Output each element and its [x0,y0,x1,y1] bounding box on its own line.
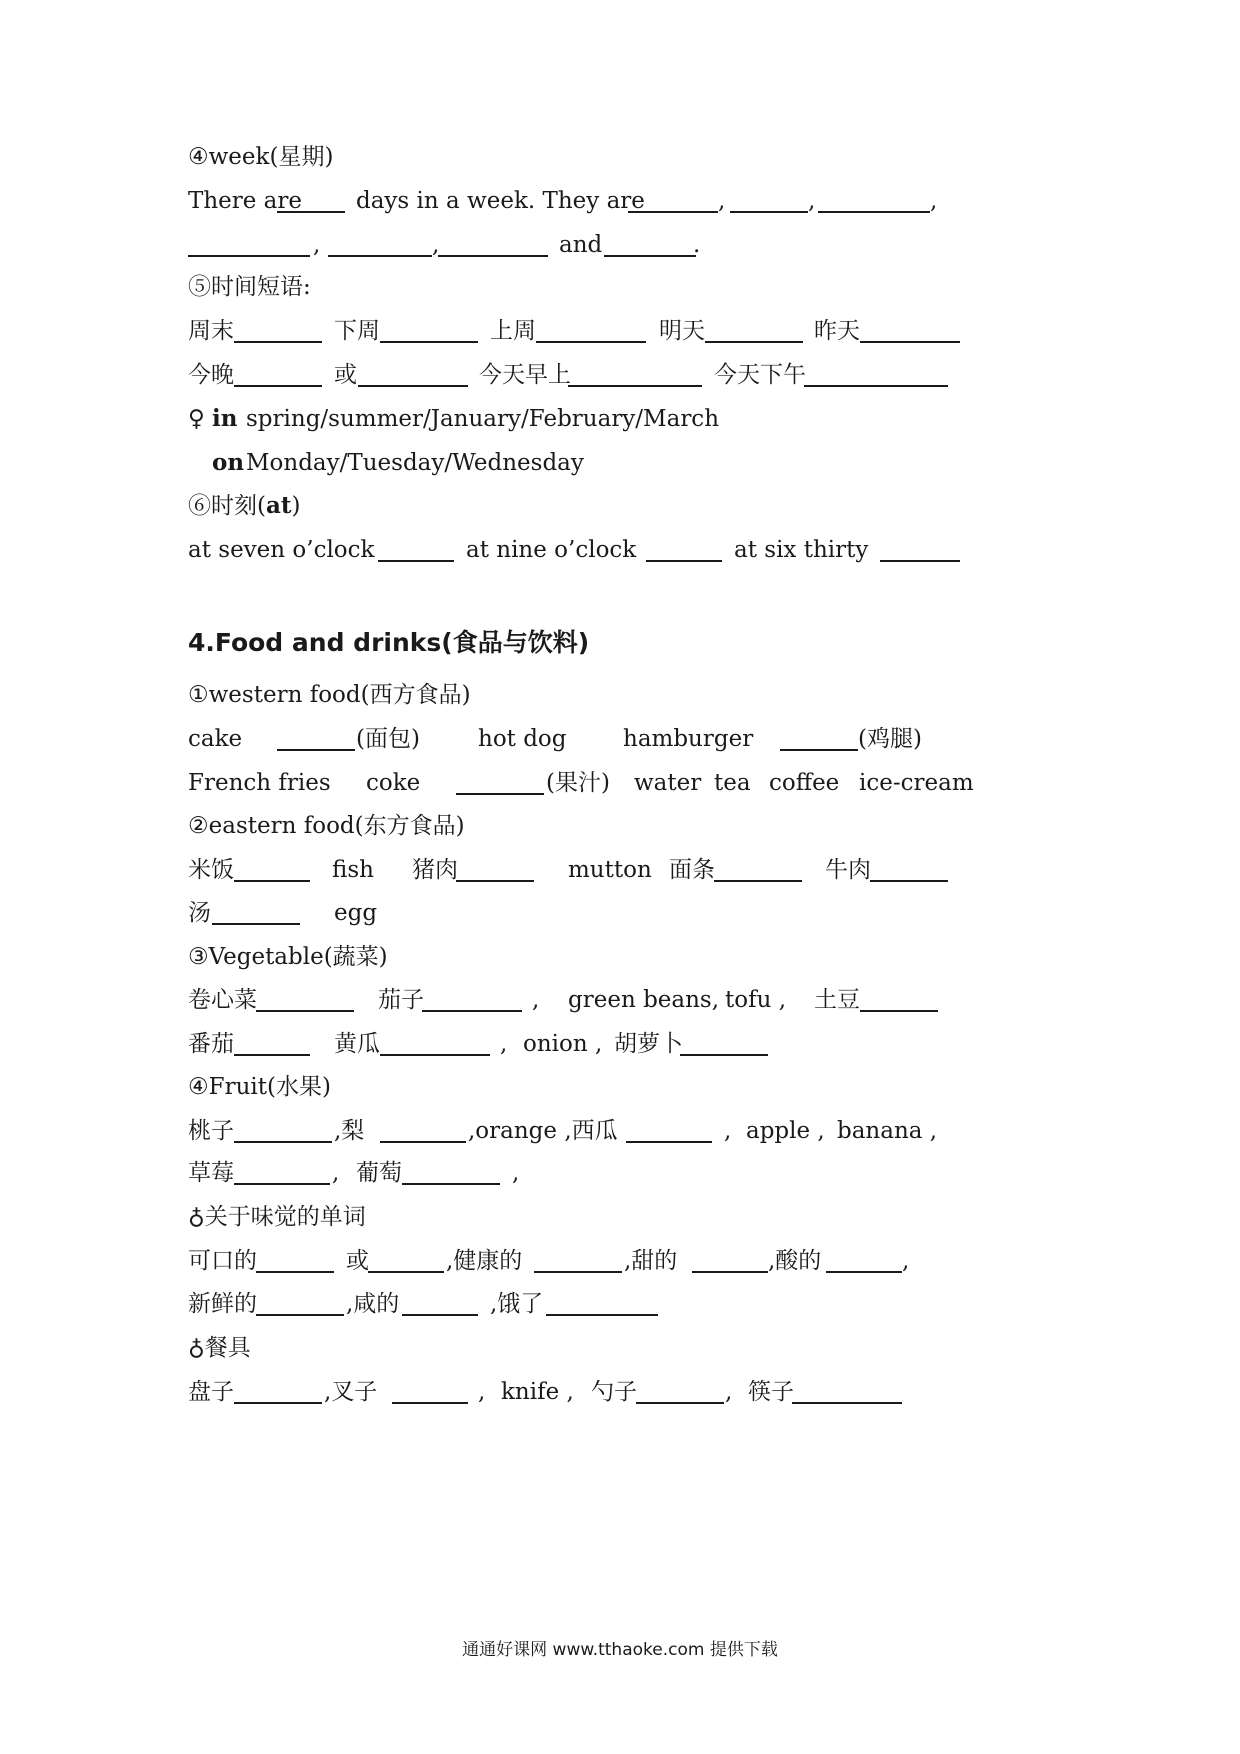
page-footer: 通通好课网 www.tthaoke.com 提供下载 [462,1640,778,1660]
answer-blank[interactable] [234,1141,332,1143]
answer-blank[interactable] [860,341,960,343]
answer-blank[interactable] [378,560,454,562]
answer-blank[interactable] [534,1271,622,1273]
answer-blank[interactable] [402,1183,500,1185]
answer-blank[interactable] [860,1010,938,1012]
answer-blank[interactable] [256,1314,344,1316]
answer-blank[interactable] [234,1054,310,1056]
answer-blank[interactable] [328,255,432,257]
answer-blank[interactable] [438,255,548,257]
answer-blank[interactable] [380,1141,466,1143]
answer-blank[interactable] [546,1314,658,1316]
answer-blank[interactable] [256,1010,354,1012]
answer-blank[interactable] [212,923,300,925]
answer-blank[interactable] [626,1141,712,1143]
answer-blank[interactable] [277,749,355,751]
answer-blank[interactable] [536,341,646,343]
answer-blank[interactable] [422,1010,522,1012]
answer-blank[interactable] [368,1271,444,1273]
answer-blank[interactable] [234,880,310,882]
answer-blank[interactable] [870,880,948,882]
answer-blank[interactable] [705,341,803,343]
answer-blank[interactable] [380,341,478,343]
answer-blank[interactable] [392,1402,468,1404]
answer-blank[interactable] [402,1314,478,1316]
answer-blank[interactable] [818,211,930,213]
answer-blank[interactable] [646,560,722,562]
answer-blank[interactable] [456,793,544,795]
answer-blank[interactable] [456,880,534,882]
answer-blank[interactable] [628,211,718,213]
answer-blank[interactable] [730,211,808,213]
answer-blank[interactable] [568,385,702,387]
answer-blank[interactable] [234,385,322,387]
answer-blank[interactable] [234,341,322,343]
answer-blank[interactable] [636,1402,724,1404]
answer-blank[interactable] [358,385,468,387]
answer-blank[interactable] [380,1054,490,1056]
answer-blank[interactable] [234,1183,330,1185]
answer-blank[interactable] [714,880,802,882]
answer-blank[interactable] [277,211,345,213]
answer-blank[interactable] [804,385,948,387]
answer-blank[interactable] [792,1402,902,1404]
answer-blank[interactable] [234,1402,322,1404]
answer-blank[interactable] [680,1054,768,1056]
answer-blank[interactable] [780,749,858,751]
answer-blank[interactable] [880,560,960,562]
answer-blank[interactable] [604,255,696,257]
answer-blank[interactable] [188,255,310,257]
answer-blank[interactable] [826,1271,902,1273]
answer-blank[interactable] [692,1271,768,1273]
worksheet-page: ④week(星期) There are days in a week. They are , , , , , and . ⑤时间短语: 周末 下周 上周 明天 昨天 今晚 或 今天早上 今天下午 ♀ in spring/summer/January/February/March on Monday/Tuesday/Wednesday ⑥时刻(at) at seven o’clock at nine o’clock at six thirty 4.Food and drinks(食品与饮料) ①western food(西方食品) cake (面包) hot dog hamburger (鸡腿) French fries coke (果汁) water tea coffee ice-cream ②eastern food(东方食品) 米饭 fish 猪肉 mutton 面条 牛肉 汤 egg ③Vegetable(蔬菜) 卷心菜 茄子 , green beans, tofu , 土豆 番茄 黄瓜 , onion , 胡萝卜 ④Fruit(水果) 桃子 ,梨 ,orange ,西瓜 , apple , banana , 草莓 , 葡萄 , ♁关于味觉的单词 可口的 或 ,健康的 ,甜的 ,酸的 , 新鲜的 ,咸的 ,饿了 ♁餐具 盘子 ,叉子 , knife , 勺子 , 筷子 通通好课网 www.tthaoke.com 提供下载 [0,0,1240,1754]
answer-blank[interactable] [256,1271,334,1273]
